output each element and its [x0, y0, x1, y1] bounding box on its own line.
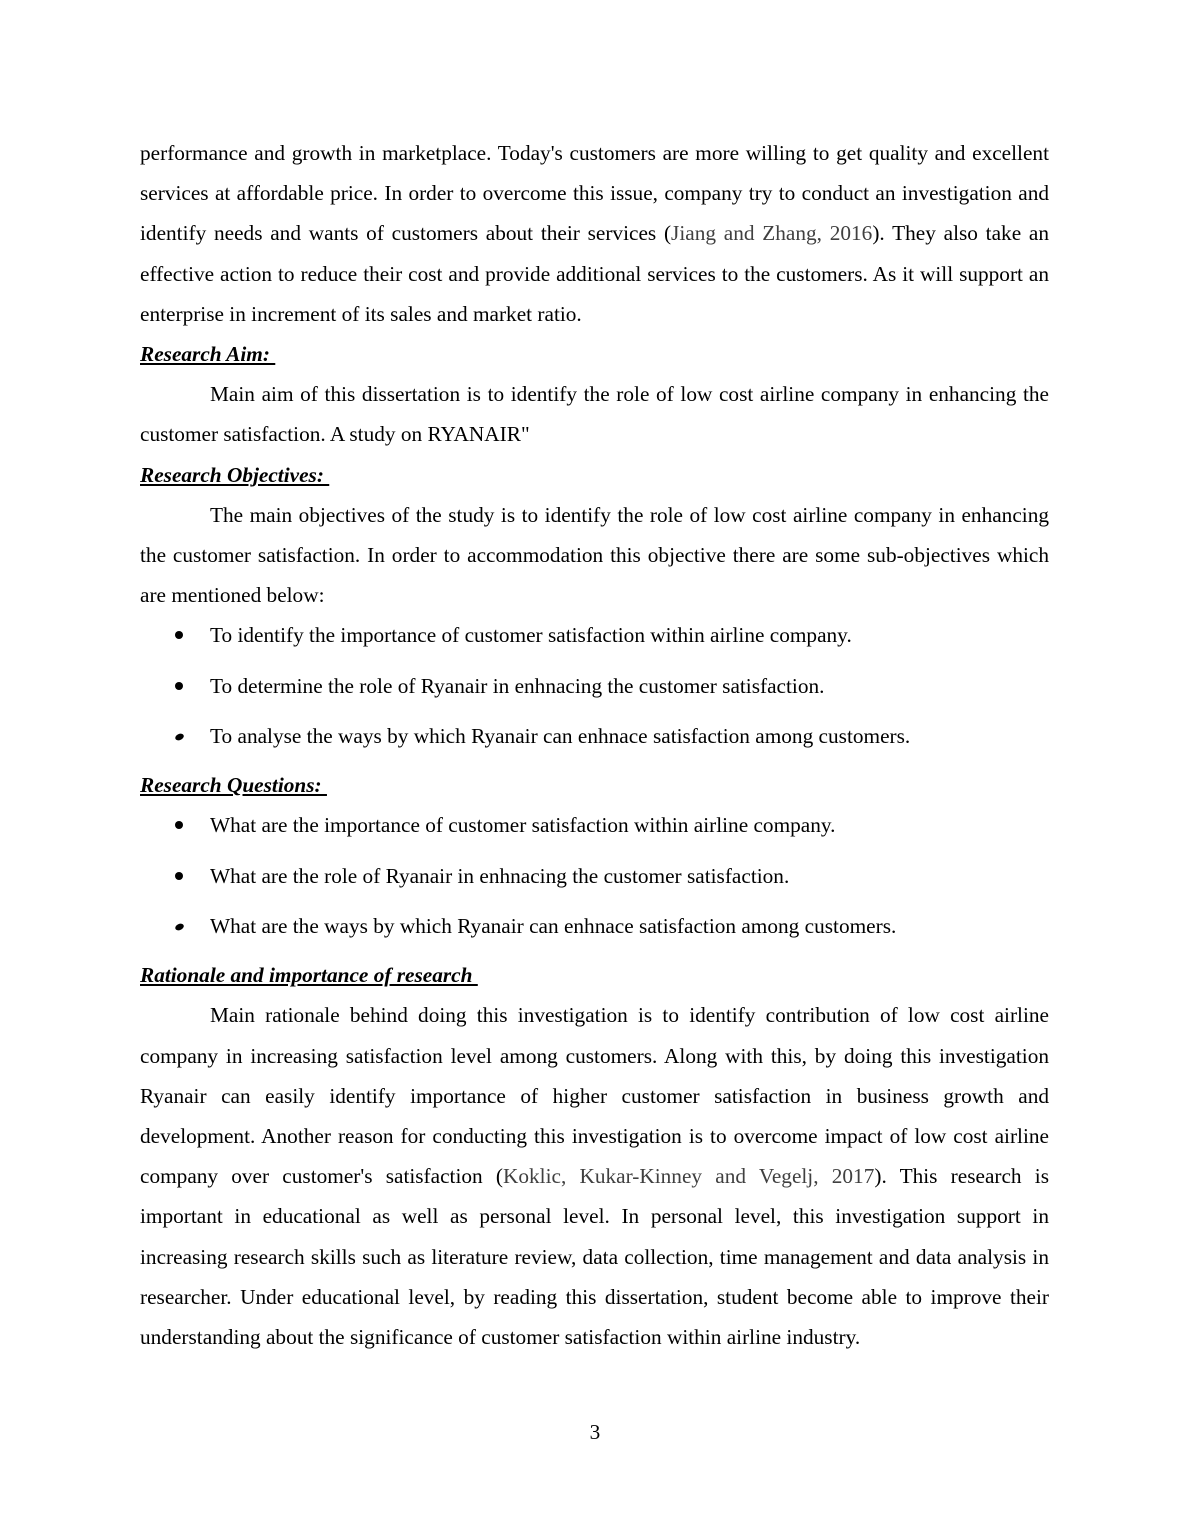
rationale-paragraph	[140, 995, 1049, 1357]
bullet-icon	[175, 682, 183, 690]
intro-text-a: performance and growth in marketplace. Today's customers are more willing to get quality and excellent services at affordable price. In order to overcome this issue, company try to conduct an investigation and identify needs and wants of customers about their services (	[140, 141, 1049, 246]
list-item-text: What are the importance of customer satisfaction within airline company.	[210, 813, 836, 838]
research-objectives-paragraph: The main objectives of the study is to identify the role of low cost airline company in enhancing the customer satisfaction. In order to accommodation this objective there are some sub-objectives which are mentioned below:	[140, 502, 1049, 608]
research-questions-heading: Research Questions:	[140, 773, 327, 798]
rationale-text-a: Main rationale behind doing this investigation is to identify contribution of low cost airline company in increasing satisfaction level among customers. Along with this, by doing this investigation Ryanair can easily identify importance of higher customer satisfaction in business growth and development. Another reason for conducting this investigation is to overcome impact of low cost airline company over customer's satisfaction (	[140, 1003, 1049, 1189]
research-objectives-heading: Research Objectives:	[140, 462, 330, 487]
bullet-icon	[175, 872, 183, 880]
list-item	[140, 856, 1049, 906]
document-body	[140, 133, 1049, 1357]
list-item	[140, 666, 1049, 716]
list-item-text: To analyse the ways by which Ryanair can enhnace satisfaction among customers.	[210, 724, 911, 749]
list-item-text: To determine the role of Ryanair in enhnacing the customer satisfaction.	[210, 673, 825, 698]
page-number: 3	[589, 1420, 601, 1444]
list-item	[140, 615, 1049, 665]
list-item	[140, 716, 1049, 765]
bullet-icon	[174, 923, 185, 932]
rationale-heading: Rationale and importance of research	[140, 963, 478, 988]
research-aim-paragraph: Main aim of this dissertation is to identify the role of low cost airline company in enhancing the customer satisfaction. A study on RYANAIR"	[140, 382, 1049, 447]
questions-list	[140, 805, 1049, 955]
objectives-list	[140, 615, 1049, 765]
list-item-text: What are the role of Ryanair in enhnacing the customer satisfaction.	[210, 863, 790, 888]
bullet-icon	[175, 631, 183, 639]
intro-text-b: ). They also take an effective action to reduce their cost and provide additional services to the customers. As it will support an enterprise in increment of its sales and market ratio.	[140, 221, 1049, 326]
intro-paragraph	[140, 133, 1049, 334]
bullet-icon	[175, 821, 183, 829]
rationale-citation: Koklic, Kukar-Kinney and Vegelj, 2017	[502, 1164, 875, 1189]
list-item	[140, 805, 1049, 855]
research-aim-heading: Research Aim:	[140, 342, 276, 367]
list-item-text: To identify the importance of customer satisfaction within airline company.	[210, 623, 852, 648]
list-item	[140, 906, 1049, 955]
intro-citation: Jiang and Zhang, 2016	[671, 221, 873, 246]
rationale-text-b: ). This research is important in educational as well as personal level. In personal level, this investigation support in increasing research skills such as literature review, data collection, time management and data analysis in researcher. Under educational level, by reading this dissertation, student become able to improve their understanding about the significance of customer satisfaction within airline industry.	[140, 1164, 1049, 1350]
list-item-text: What are the ways by which Ryanair can enhnace satisfaction among customers.	[210, 914, 897, 939]
bullet-icon	[174, 733, 185, 742]
